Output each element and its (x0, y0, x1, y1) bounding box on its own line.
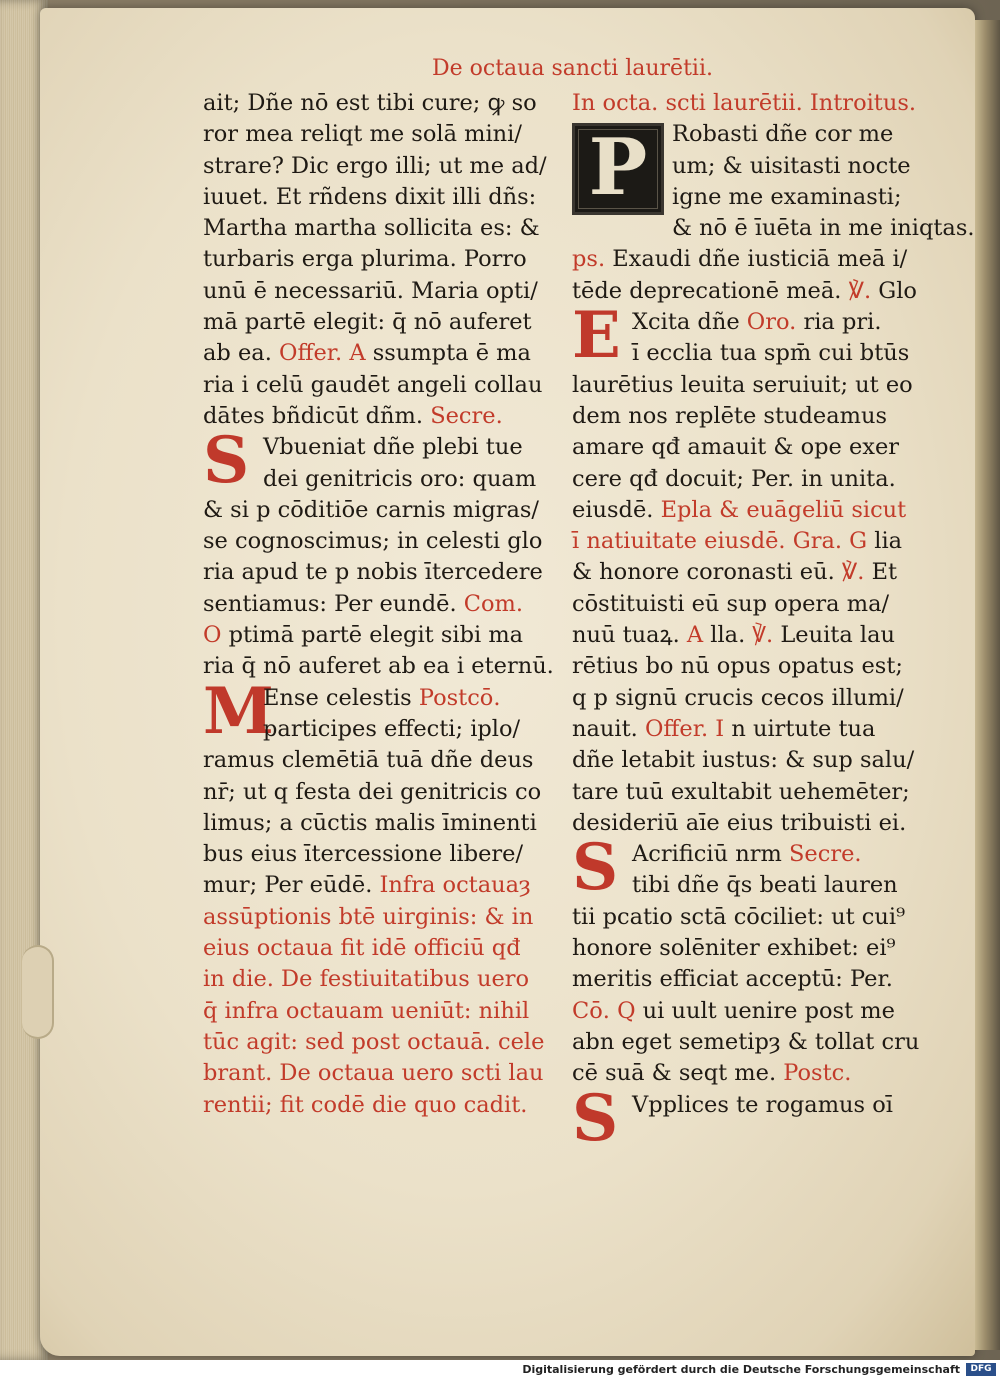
text-line (203, 620, 553, 651)
body-text: tare tuū exultabit uehemēter; (572, 778, 910, 805)
text-line (203, 370, 553, 401)
body-text: Ense celestis (263, 684, 419, 711)
body-text: ria i celū gaudēt angeli collau (203, 371, 543, 398)
text-line (203, 589, 553, 620)
rubric-text: ps. (572, 246, 606, 273)
text-line (203, 902, 553, 933)
text-line (203, 276, 553, 307)
left-text-column (203, 88, 553, 1121)
text-line (572, 745, 932, 776)
body-text: & honore coronasti eū. (572, 559, 842, 586)
text-line (203, 244, 553, 275)
body-text: n uirtute tua (724, 715, 876, 742)
body-text: tibi dñe q̄s beati lauren (632, 872, 898, 899)
rubric-text: Cō. Q (572, 997, 636, 1024)
initial-letter: S (572, 830, 619, 906)
body-text: abn eget semetipȝ & tollat cru (572, 1028, 920, 1055)
text-line (572, 213, 975, 244)
body-text: mur; Per eūdē. (203, 872, 380, 899)
text-line (572, 370, 932, 401)
text-line (203, 557, 553, 588)
body-text: cōstituisti eū sup opera ma/ (572, 590, 890, 617)
text-line (203, 1027, 553, 1058)
rubric-text: Epla & euāgeliū sicut (660, 496, 907, 523)
text-line (572, 996, 932, 1027)
text-line (572, 244, 932, 275)
text-line (203, 88, 553, 119)
body-text: rētius bo nū opus opatus est; (572, 653, 903, 680)
body-text: lia (867, 528, 903, 555)
text-line (572, 589, 932, 620)
body-text: ria q̄ nō auferet ab ea i eternū. (203, 653, 554, 680)
body-text: participes effecti; iplo/ (263, 715, 521, 742)
rubric-text: O (203, 622, 222, 649)
text-line (572, 714, 932, 745)
text-line (572, 683, 932, 714)
text-line (203, 307, 553, 338)
body-text: honore solēniter exhibet: ei⁹ (572, 935, 896, 962)
body-text: strare? Dic ergo illi; ut me ad/ (203, 152, 547, 179)
body-text: cere qđ docuit; Per. in unita. (572, 465, 896, 492)
body-text: amare qđ amauit & ope exer (572, 434, 900, 461)
text-line (203, 464, 553, 495)
funding-credit: Digitalisierung gefördert durch die Deutsche Forschungsgemeinschaft (522, 1363, 960, 1376)
rubric-text: Postcō. (418, 684, 501, 711)
body-text: cē suā & seqt me. (572, 1060, 784, 1087)
right-text-column (572, 88, 975, 1156)
body-text: ror mea reliqt me solā mini/ (203, 121, 522, 148)
body-text: Exaudi dñe iusticiā meā i/ (605, 246, 908, 273)
body-text: dei genitricis oro: quam (263, 465, 537, 492)
text-line (572, 495, 932, 526)
rubric-text: ī natiuitate eiusdē. Gra. G (572, 528, 868, 555)
text-line (203, 526, 553, 557)
rubric-text: Secre. (430, 402, 503, 429)
body-text: Glo (871, 277, 917, 304)
rubric-text: tūc agit: sed post octauā. cele (203, 1028, 545, 1055)
text-line (203, 996, 553, 1027)
text-line (572, 557, 932, 588)
body-text: se cognoscimus; in celesti glo (203, 528, 543, 555)
rubric-text: A (686, 622, 704, 649)
body-text: unū ē necessariū. Maria opti/ (203, 277, 538, 304)
text-line (572, 777, 932, 808)
body-text: ria pri. (796, 309, 882, 336)
rubric-text: In octa. scti laurētii. Introitus. (572, 90, 917, 116)
body-text: ramus clemētiā tuā dñe deus (203, 747, 534, 774)
rubric-text: ℣. (848, 277, 872, 304)
body-text: q p signū crucis cecos illumi/ (572, 684, 904, 711)
text-line (572, 401, 932, 432)
initial-letter: S (203, 423, 250, 499)
text-line (572, 902, 932, 933)
text-line (572, 870, 932, 901)
text-line (203, 651, 553, 682)
woodcut-initial: P (572, 123, 664, 215)
body-text: Xcita dñe (632, 309, 747, 336)
body-text: nuū tuaꝝ. (572, 622, 687, 649)
rubric-text: ℣. (841, 559, 865, 586)
rubric-text: q̄ infra octauam ueniūt: nihil (203, 997, 530, 1024)
rubric-text: A (349, 340, 366, 367)
body-text: Vpplices te rogamus oī (632, 1091, 893, 1118)
body-text: dñe letabit iustus: & sup salu/ (572, 747, 915, 774)
text-line (572, 933, 932, 964)
clip-mark (22, 945, 54, 1039)
body-text: eiusdē. (572, 496, 661, 523)
body-text: ī ecclia tua spm̄ cui btūs (632, 340, 910, 367)
body-text: meritis efficiat acceptū: Per. (572, 966, 893, 993)
rubric-text: brant. De octaua uero scti lau (203, 1060, 544, 1087)
rubric-text: Offer. (279, 340, 350, 367)
body-text: dātes bñdicūt dñm. (203, 402, 431, 429)
text-line (572, 1080, 932, 1156)
body-text: tii pcatio sctā cōciliet: ut cui⁹ (572, 903, 906, 930)
text-line (203, 119, 553, 150)
body-text: dem nos replēte studeamus (572, 402, 888, 429)
body-text: bus eius ītercessione libere/ (203, 841, 524, 868)
text-line (572, 1027, 932, 1058)
rubric-text: assūptionis btē uirginis: & in (203, 903, 534, 930)
rubric-text: in die. De festiuitatibus uero (203, 966, 530, 993)
body-text: Martha martha sollicita es: & (203, 215, 540, 242)
text-line (203, 933, 553, 964)
rubric-text: eius octaua fit idē officiū qđ (203, 935, 521, 962)
body-text: & si p cōditiōe carnis migras/ (203, 496, 540, 523)
text-line (572, 808, 932, 839)
body-text: ait; Dñe nō est tibi cure; ꝙ so (203, 90, 537, 116)
text-line (203, 151, 553, 182)
text-line (203, 745, 553, 776)
body-text: igne me examinasti; (672, 183, 902, 210)
text-line (203, 495, 553, 526)
body-text: lla. (703, 622, 753, 649)
initial-letter: E (572, 298, 621, 374)
rubric-text: Oro. (746, 309, 797, 336)
text-line (203, 213, 553, 244)
initial-letter: M (203, 673, 274, 749)
text-line (572, 338, 932, 369)
text-line (203, 1058, 553, 1089)
rubric-text: ℣. (752, 622, 774, 649)
text-line (203, 808, 553, 839)
dfg-logo: DFG (966, 1363, 996, 1376)
body-text: Acrificiū nrm (632, 841, 789, 868)
text-line (203, 839, 553, 870)
body-text: sentiamus: Per eundē. (203, 590, 464, 617)
body-text: limus; a cūctis malis īminenti (203, 809, 537, 836)
rubric-text: Infra octauaȝ (379, 872, 531, 899)
rubric-text: Com. (463, 590, 524, 617)
body-text: ssumpta ē ma (365, 340, 531, 367)
body-text: ptimā partē elegit sibi ma (221, 622, 524, 649)
body-text: ria apud te p nobis ītercedere (203, 559, 543, 586)
rubric-text: Secre. (788, 841, 862, 868)
body-text: um; & uisitasti nocte (672, 152, 911, 179)
initial-letter: S (572, 1080, 619, 1156)
rubric-text: rentii; fit codē die quo cadit. (203, 1091, 528, 1118)
body-text: mā partē elegit: q̄ nō auferet (203, 309, 532, 336)
text-line (572, 276, 932, 307)
body-text: & nō ē īuēta in me iniqtas. (672, 215, 975, 242)
running-head: De octaua sancti laurētii. (432, 56, 713, 81)
text-line (203, 338, 553, 369)
body-text: Leuita lau (773, 622, 896, 649)
body-text: ui uult uenire post me (635, 997, 895, 1024)
body-text: Vbueniat dñe plebi tue (263, 434, 523, 461)
rubric-text: Postc. (783, 1060, 852, 1087)
body-text: ab ea. (203, 340, 280, 367)
body-text: tēde deprecationē meā. (572, 277, 849, 304)
text-line (572, 651, 932, 682)
text-line (572, 88, 932, 119)
text-line (203, 777, 553, 808)
text-line (572, 964, 932, 995)
right-gutter (975, 20, 1000, 1350)
body-text: nr̄; ut q festa dei genitricis co (203, 778, 542, 805)
body-text: nauit. (572, 715, 645, 742)
body-text: iuuet. Et rñdens dixit illi dñs: (203, 183, 537, 210)
body-text: Robasti dñe cor me (672, 121, 894, 148)
text-line (572, 1058, 932, 1089)
rubric-text: Offer. I (644, 715, 725, 742)
body-text: desideriū aīe eius tribuisti ei. (572, 809, 907, 836)
body-text: turbaris erga plurima. Porro (203, 246, 527, 273)
body-text: Et (864, 559, 898, 586)
text-line (203, 1090, 553, 1121)
text-line (203, 870, 553, 901)
text-line (203, 182, 553, 213)
body-text: laurētius leuita seruiuit; ut eo (572, 371, 913, 398)
text-line (203, 964, 553, 995)
footer-bar (0, 1360, 1000, 1380)
text-line (203, 401, 553, 432)
text-line (572, 526, 932, 557)
text-line (572, 464, 932, 495)
text-line (572, 620, 932, 651)
text-line (572, 432, 932, 463)
